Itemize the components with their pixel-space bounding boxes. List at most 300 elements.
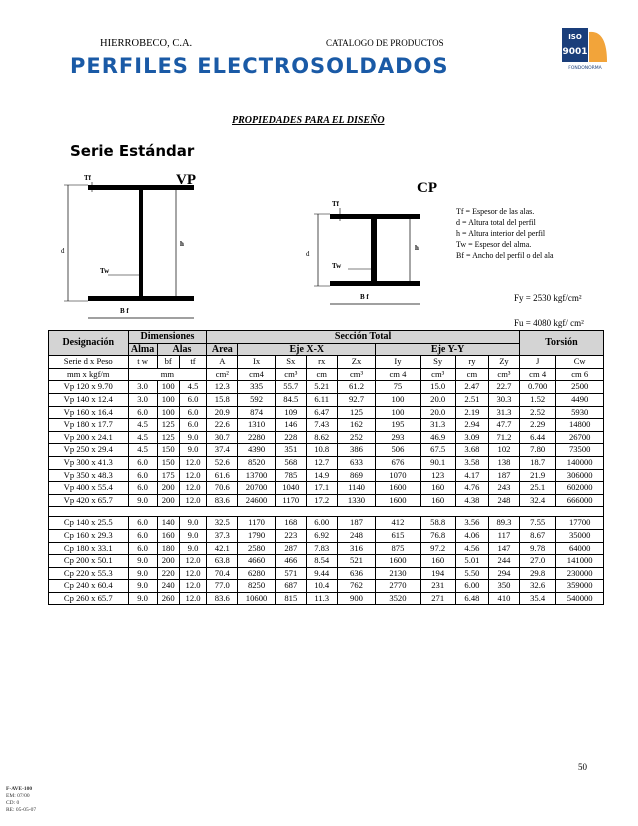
- value-cell: 540000: [556, 592, 604, 605]
- unit-cell: cm: [455, 368, 488, 381]
- value-cell: 260: [157, 592, 179, 605]
- value-cell: 100: [376, 406, 420, 419]
- symbol-cell: t w: [128, 356, 157, 369]
- value-cell: 5930: [556, 406, 604, 419]
- value-cell: 9.0: [128, 555, 157, 568]
- vp-rows: [49, 381, 604, 507]
- unit-cell: cm³: [420, 368, 455, 381]
- value-cell: 666000: [556, 494, 604, 507]
- value-cell: 14800: [556, 419, 604, 432]
- value-cell: 636: [337, 567, 376, 580]
- value-cell: 42.1: [207, 542, 238, 555]
- value-cell: 5.50: [455, 567, 488, 580]
- table-row: [49, 456, 604, 469]
- value-cell: 6.0: [128, 529, 157, 542]
- value-cell: 2.29: [519, 419, 555, 432]
- table-row: [49, 555, 604, 568]
- value-cell: 200: [157, 482, 179, 495]
- value-cell: 64000: [556, 542, 604, 555]
- value-cell: 180: [157, 542, 179, 555]
- value-cell: 29.8: [519, 567, 555, 580]
- value-cell: 194: [420, 567, 455, 580]
- page-title: PERFILES ELECTROSOLDADOS: [70, 54, 449, 78]
- value-cell: 47.7: [489, 419, 520, 432]
- value-cell: 21.9: [519, 469, 555, 482]
- value-cell: 410: [489, 592, 520, 605]
- symbol-cell: bf: [157, 356, 179, 369]
- symbol-cell: ry: [455, 356, 488, 369]
- designation-cell: Vp 350 x 48.3: [49, 469, 129, 482]
- value-cell: 2.94: [455, 419, 488, 432]
- value-cell: 26700: [556, 431, 604, 444]
- value-cell: 4490: [556, 393, 604, 406]
- value-cell: 67.5: [420, 444, 455, 457]
- value-cell: 521: [337, 555, 376, 568]
- value-cell: 220: [157, 567, 179, 580]
- value-cell: 117: [489, 529, 520, 542]
- value-cell: 100: [157, 381, 179, 394]
- value-cell: 243: [489, 482, 520, 495]
- value-cell: 0.700: [519, 381, 555, 394]
- value-cell: 31.3: [489, 406, 520, 419]
- value-cell: 55.7: [275, 381, 306, 394]
- value-cell: 12.0: [179, 592, 207, 605]
- value-cell: 20700: [238, 482, 276, 495]
- symbol-legend: [456, 206, 554, 261]
- value-cell: 2770: [376, 580, 420, 593]
- cp-label: CP: [417, 180, 437, 196]
- value-cell: 20.9: [207, 406, 238, 419]
- value-cell: 676: [376, 456, 420, 469]
- designation-cell: Vp 300 x 41.3: [49, 456, 129, 469]
- value-cell: 22.6: [207, 419, 238, 432]
- value-cell: 9.0: [128, 567, 157, 580]
- value-cell: 248: [337, 529, 376, 542]
- value-cell: 140: [157, 517, 179, 530]
- value-cell: 1040: [275, 482, 306, 495]
- legend-item: d = Altura total del perfil: [456, 218, 536, 227]
- value-cell: 25.1: [519, 482, 555, 495]
- designation-cell: Vp 200 x 24.1: [49, 431, 129, 444]
- cp-h-label: h: [415, 244, 419, 252]
- axis-yy-header: Eje Y-Y: [376, 343, 520, 356]
- value-cell: 20.0: [420, 406, 455, 419]
- separator: [49, 507, 604, 517]
- iso-top-text: ISO: [568, 33, 582, 41]
- value-cell: 1.52: [519, 393, 555, 406]
- value-cell: 77.0: [207, 580, 238, 593]
- table-row: [49, 431, 604, 444]
- vp-tf-label: Tf: [84, 174, 91, 182]
- value-cell: 3.0: [128, 393, 157, 406]
- table-row: [49, 482, 604, 495]
- value-cell: 231: [420, 580, 455, 593]
- value-cell: 4.17: [455, 469, 488, 482]
- value-cell: 4.5: [179, 381, 207, 394]
- cp-tw-label: Tw: [332, 262, 342, 270]
- designation-cell: Cp 220 x 55.3: [49, 567, 129, 580]
- value-cell: 785: [275, 469, 306, 482]
- value-cell: 2280: [238, 431, 276, 444]
- value-cell: 37.3: [207, 529, 238, 542]
- value-cell: 2.47: [455, 381, 488, 394]
- designation-cell: Vp 420 x 65.7: [49, 494, 129, 507]
- value-cell: 6.0: [179, 419, 207, 432]
- value-cell: 175: [157, 469, 179, 482]
- symbol-cell: tf: [179, 356, 207, 369]
- dimensions-header: Dimensiones: [128, 331, 207, 344]
- value-cell: 6.0: [128, 469, 157, 482]
- value-cell: 687: [275, 580, 306, 593]
- unit-cell: cm³: [275, 368, 306, 381]
- value-cell: 52.6: [207, 456, 238, 469]
- designation-cell: Vp 140 x 12.4: [49, 393, 129, 406]
- unit-cell: cm4: [238, 368, 276, 381]
- value-cell: 1600: [376, 555, 420, 568]
- value-cell: 109: [275, 406, 306, 419]
- unit-cell: mm x kgf/m: [49, 368, 129, 381]
- legend-item: Tf = Espesor de las alas.: [456, 207, 535, 216]
- value-cell: 30.3: [489, 393, 520, 406]
- value-cell: 10.8: [306, 444, 337, 457]
- value-cell: 1600: [376, 482, 420, 495]
- value-cell: 32.6: [519, 580, 555, 593]
- value-cell: 4390: [238, 444, 276, 457]
- value-cell: 9.44: [306, 567, 337, 580]
- value-cell: 160: [420, 494, 455, 507]
- value-cell: 2.52: [519, 406, 555, 419]
- value-cell: 240: [157, 580, 179, 593]
- symbol-cell: Sx: [275, 356, 306, 369]
- value-cell: 466: [275, 555, 306, 568]
- value-cell: 17700: [556, 517, 604, 530]
- axis-xx-header: Eje X-X: [238, 343, 376, 356]
- value-cell: 168: [275, 517, 306, 530]
- value-cell: 2.19: [455, 406, 488, 419]
- value-cell: 1600: [376, 494, 420, 507]
- unit-cell: cm 4: [519, 368, 555, 381]
- vp-tw-label: Tw: [100, 267, 110, 275]
- value-cell: 11.3: [306, 592, 337, 605]
- value-cell: 89.3: [489, 517, 520, 530]
- value-cell: 17.2: [306, 494, 337, 507]
- page-number: 50: [578, 762, 587, 772]
- value-cell: 506: [376, 444, 420, 457]
- value-cell: 138: [489, 456, 520, 469]
- value-cell: 6.0: [179, 406, 207, 419]
- value-cell: 571: [275, 567, 306, 580]
- value-cell: 12.7: [306, 456, 337, 469]
- value-cell: 9.0: [128, 592, 157, 605]
- symbol-cell: Cw: [556, 356, 604, 369]
- value-cell: 12.0: [179, 469, 207, 482]
- value-cell: 351: [275, 444, 306, 457]
- iso-logo: [561, 22, 609, 70]
- designation-cell: Cp 260 x 65.7: [49, 592, 129, 605]
- symbol-cell: Sy: [420, 356, 455, 369]
- table-row: [49, 393, 604, 406]
- value-cell: 18.7: [519, 456, 555, 469]
- designation-header: Designación: [49, 331, 129, 356]
- value-cell: 3.0: [128, 381, 157, 394]
- value-cell: 4.38: [455, 494, 488, 507]
- value-cell: 15.8: [207, 393, 238, 406]
- series-heading: Serie Estándar: [70, 142, 195, 160]
- units-row: [49, 368, 604, 381]
- value-cell: 6.0: [128, 406, 157, 419]
- legend-item: Bf = Ancho del perfil o del ala: [456, 251, 554, 260]
- cp-d-label: d: [306, 250, 310, 258]
- ultimate-strength: Fu = 4080 kgf/ cm²: [514, 318, 584, 328]
- iso-number-text: 9001: [562, 47, 588, 57]
- value-cell: 4.76: [455, 482, 488, 495]
- value-cell: 4.5: [128, 419, 157, 432]
- value-cell: 8.62: [306, 431, 337, 444]
- value-cell: 123: [420, 469, 455, 482]
- footer-line: F-AVE-100: [6, 786, 33, 792]
- designation-cell: Vp 160 x 16.4: [49, 406, 129, 419]
- table-row: [49, 381, 604, 394]
- table-row: [49, 542, 604, 555]
- designation-cell: Cp 180 x 33.1: [49, 542, 129, 555]
- value-cell: 3.09: [455, 431, 488, 444]
- value-cell: 762: [337, 580, 376, 593]
- value-cell: 12.3: [207, 381, 238, 394]
- value-cell: 63.8: [207, 555, 238, 568]
- value-cell: 6.0: [128, 456, 157, 469]
- value-cell: 125: [157, 431, 179, 444]
- table-row: [49, 469, 604, 482]
- value-cell: 46.9: [420, 431, 455, 444]
- value-cell: 602000: [556, 482, 604, 495]
- designation-cell: Vp 120 x 9.70: [49, 381, 129, 394]
- alas-header: Alas: [157, 343, 207, 356]
- value-cell: 306000: [556, 469, 604, 482]
- unit-cell: cm 6: [556, 368, 604, 381]
- value-cell: 6.44: [519, 431, 555, 444]
- value-cell: 875: [376, 542, 420, 555]
- value-cell: 7.43: [306, 419, 337, 432]
- value-cell: 386: [337, 444, 376, 457]
- value-cell: 900: [337, 592, 376, 605]
- symbol-cell: Ix: [238, 356, 276, 369]
- value-cell: 32.4: [519, 494, 555, 507]
- value-cell: 24600: [238, 494, 276, 507]
- value-cell: 7.80: [519, 444, 555, 457]
- table-row: [49, 517, 604, 530]
- value-cell: 195: [376, 419, 420, 432]
- value-cell: 252: [337, 431, 376, 444]
- value-cell: 9.0: [128, 494, 157, 507]
- value-cell: 9.0: [179, 542, 207, 555]
- designation-cell: Vp 250 x 29.4: [49, 444, 129, 457]
- value-cell: 58.8: [420, 517, 455, 530]
- value-cell: 287: [275, 542, 306, 555]
- value-cell: 73500: [556, 444, 604, 457]
- value-cell: 100: [157, 393, 179, 406]
- value-cell: 7.83: [306, 542, 337, 555]
- value-cell: 4660: [238, 555, 276, 568]
- unit-cell: cm³: [489, 368, 520, 381]
- value-cell: 37.4: [207, 444, 238, 457]
- value-cell: 9.0: [179, 517, 207, 530]
- value-cell: 3520: [376, 592, 420, 605]
- value-cell: 1790: [238, 529, 276, 542]
- value-cell: 200: [157, 494, 179, 507]
- value-cell: 187: [337, 517, 376, 530]
- value-cell: 84.5: [275, 393, 306, 406]
- value-cell: 31.3: [420, 419, 455, 432]
- unit-cell: cm 4: [376, 368, 420, 381]
- vp-label: VP: [176, 172, 196, 188]
- table-row: [49, 567, 604, 580]
- value-cell: 359000: [556, 580, 604, 593]
- value-cell: 70.6: [207, 482, 238, 495]
- value-cell: 3.56: [455, 517, 488, 530]
- document-code: [6, 786, 36, 814]
- value-cell: 150: [157, 456, 179, 469]
- value-cell: 102: [489, 444, 520, 457]
- value-cell: 6.00: [306, 517, 337, 530]
- value-cell: 223: [275, 529, 306, 542]
- value-cell: 1310: [238, 419, 276, 432]
- value-cell: 140000: [556, 456, 604, 469]
- value-cell: 8520: [238, 456, 276, 469]
- table-row: [49, 580, 604, 593]
- cp-profile-diagram: [300, 184, 430, 319]
- value-cell: 141000: [556, 555, 604, 568]
- symbols-row: [49, 356, 604, 369]
- value-cell: 100: [157, 406, 179, 419]
- value-cell: 15.0: [420, 381, 455, 394]
- value-cell: 6.92: [306, 529, 337, 542]
- value-cell: 125: [337, 406, 376, 419]
- value-cell: 4.5: [128, 431, 157, 444]
- value-cell: 71.2: [489, 431, 520, 444]
- value-cell: 160: [420, 482, 455, 495]
- value-cell: 9.0: [128, 580, 157, 593]
- table-row: [49, 592, 604, 605]
- designation-cell: Cp 160 x 29.3: [49, 529, 129, 542]
- value-cell: 14.9: [306, 469, 337, 482]
- value-cell: 8250: [238, 580, 276, 593]
- value-cell: 6.00: [455, 580, 488, 593]
- value-cell: 35000: [556, 529, 604, 542]
- value-cell: 83.6: [207, 592, 238, 605]
- company-name: HIERROBECO, C.A.: [100, 38, 193, 49]
- value-cell: 17.1: [306, 482, 337, 495]
- value-cell: 12.0: [179, 482, 207, 495]
- value-cell: 9.0: [179, 444, 207, 457]
- value-cell: 6.0: [128, 542, 157, 555]
- total-section-header: Sección Total: [207, 331, 520, 344]
- symbol-cell: A: [207, 356, 238, 369]
- vp-d-label: d: [61, 247, 65, 255]
- value-cell: 633: [337, 456, 376, 469]
- value-cell: 4.56: [455, 542, 488, 555]
- footer-line: EM: 07/00: [6, 793, 30, 799]
- value-cell: 61.6: [207, 469, 238, 482]
- value-cell: 160: [157, 529, 179, 542]
- value-cell: 3.58: [455, 456, 488, 469]
- value-cell: 12.0: [179, 567, 207, 580]
- value-cell: 9.78: [519, 542, 555, 555]
- value-cell: 815: [275, 592, 306, 605]
- iso-bottom-text: FONDONORMA: [568, 66, 602, 70]
- unit-cell: mm: [128, 368, 207, 381]
- value-cell: 5.21: [306, 381, 337, 394]
- value-cell: 147: [489, 542, 520, 555]
- value-cell: 8.54: [306, 555, 337, 568]
- value-cell: 1170: [275, 494, 306, 507]
- unit-cell: cm³: [337, 368, 376, 381]
- value-cell: 146: [275, 419, 306, 432]
- value-cell: 230000: [556, 567, 604, 580]
- footer-line: CD: 0: [6, 800, 20, 806]
- value-cell: 3.68: [455, 444, 488, 457]
- value-cell: 244: [489, 555, 520, 568]
- value-cell: 350: [489, 580, 520, 593]
- cp-tf-label: Tf: [332, 200, 339, 208]
- value-cell: 8.67: [519, 529, 555, 542]
- value-cell: 9.0: [179, 529, 207, 542]
- value-cell: 12.0: [179, 456, 207, 469]
- vp-h-label: h: [180, 240, 184, 248]
- value-cell: 4.06: [455, 529, 488, 542]
- properties-table: [48, 330, 604, 605]
- value-cell: 6280: [238, 567, 276, 580]
- value-cell: 6.47: [306, 406, 337, 419]
- designation-cell: Cp 200 x 50.1: [49, 555, 129, 568]
- value-cell: 615: [376, 529, 420, 542]
- value-cell: 2580: [238, 542, 276, 555]
- value-cell: 10.4: [306, 580, 337, 593]
- value-cell: 12.0: [179, 580, 207, 593]
- value-cell: 97.2: [420, 542, 455, 555]
- value-cell: 10600: [238, 592, 276, 605]
- footer-line: RE: 05-05-07: [6, 807, 37, 813]
- value-cell: 2130: [376, 567, 420, 580]
- value-cell: 1170: [238, 517, 276, 530]
- cp-rows: [49, 517, 604, 605]
- legend-item: h = Altura interior del perfil: [456, 229, 546, 238]
- value-cell: 35.4: [519, 592, 555, 605]
- value-cell: 61.2: [337, 381, 376, 394]
- value-cell: 335: [238, 381, 276, 394]
- value-cell: 271: [420, 592, 455, 605]
- value-cell: 162: [337, 419, 376, 432]
- value-cell: 4.5: [128, 444, 157, 457]
- value-cell: 1070: [376, 469, 420, 482]
- value-cell: 12.0: [179, 494, 207, 507]
- vp-profile-diagram: [56, 168, 206, 333]
- value-cell: 7.55: [519, 517, 555, 530]
- yield-strength: Fy = 2530 kgf/cm²: [514, 293, 582, 303]
- value-cell: 75: [376, 381, 420, 394]
- designation-cell: Cp 140 x 25.5: [49, 517, 129, 530]
- value-cell: 76.8: [420, 529, 455, 542]
- unit-cell: cm: [306, 368, 337, 381]
- symbol-cell: Zx: [337, 356, 376, 369]
- symbol-cell: Zy: [489, 356, 520, 369]
- cp-bf-label: B f: [360, 293, 369, 301]
- value-cell: 293: [376, 431, 420, 444]
- vp-bf-label: B f: [120, 307, 129, 315]
- table-row: [49, 406, 604, 419]
- catalog-label: CATALOGO DE PRODUCTOS: [326, 38, 444, 48]
- value-cell: 248: [489, 494, 520, 507]
- value-cell: 9.0: [179, 431, 207, 444]
